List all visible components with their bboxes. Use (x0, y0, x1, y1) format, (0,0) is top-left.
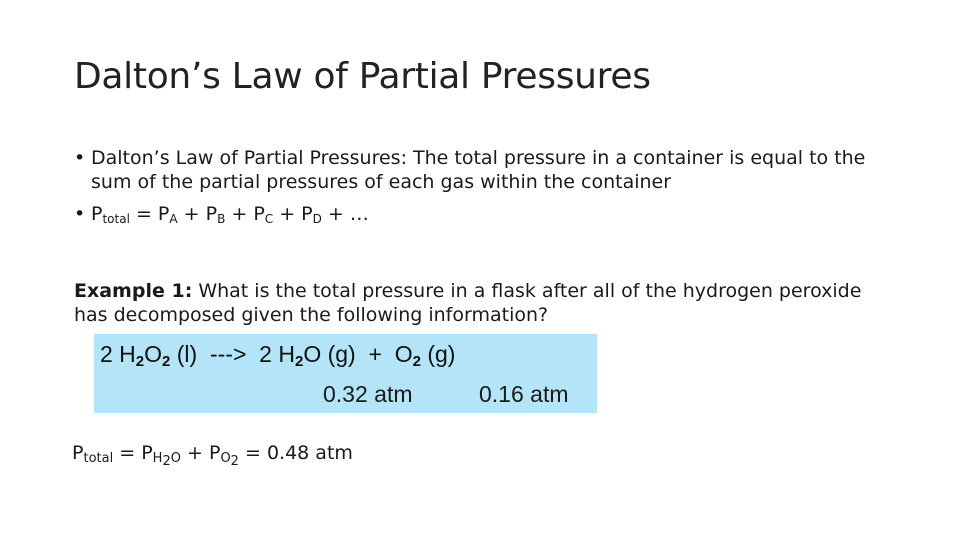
formula-text: $P_{total} = P_A + P_B + P_C + P_D$ + … (91, 203, 369, 226)
bullet-definition (74, 146, 894, 194)
example-label: Example 1: (74, 280, 193, 302)
pressure-h2o: 0.32 atm (323, 381, 413, 407)
chemical-equation: 2 $H_2O_2$ (l) ---> 2 $H_2O$ $(g) + O_2$ (g) (100, 341, 456, 370)
bullet-list (74, 146, 894, 234)
bullet-dot: • (74, 203, 86, 225)
example-question (74, 279, 894, 327)
bullet-dot: • (74, 147, 86, 169)
example-text: What is the total pressure in a flask after all of the hydrogen peroxide has decomposed given the following information? (74, 280, 862, 326)
equation-box (94, 334, 597, 413)
result-equation: $P_{total} = P_{H_2O} + P_{O_2} = 0.48$ atm (72, 442, 353, 469)
bullet-definition-text: Dalton’s Law of Partial Pressures: The total pressure in a container is equal to the sum of the partial pressures of each gas within the container (91, 147, 866, 193)
slide-title: Dalton’s Law of Partial Pressures (74, 56, 651, 97)
pressure-o2: 0.16 atm (479, 381, 569, 407)
bullet-formula (74, 202, 894, 226)
